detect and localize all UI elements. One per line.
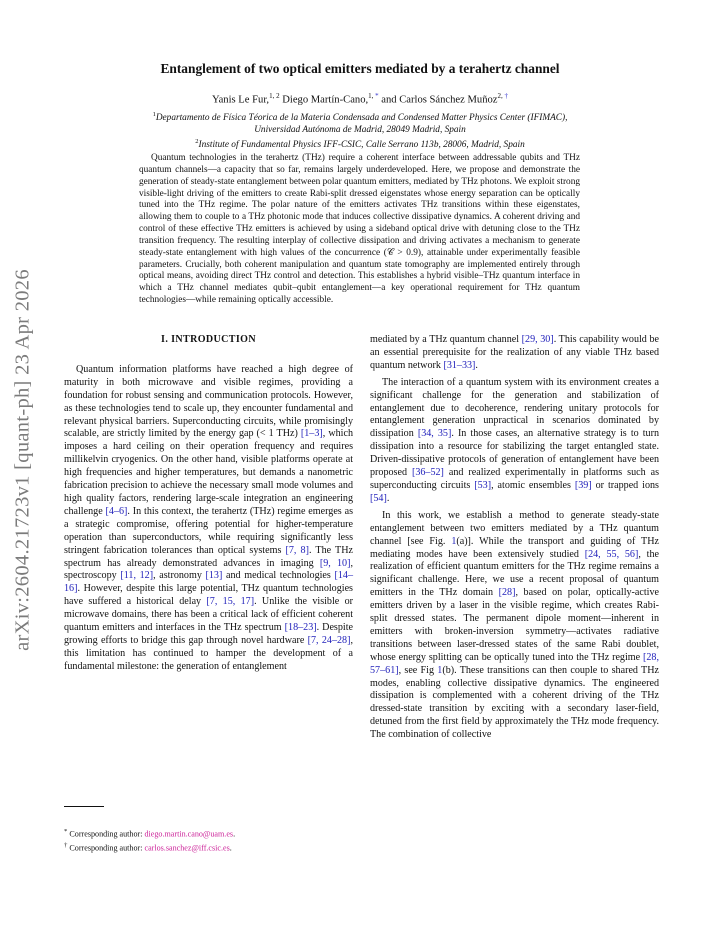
email-link[interactable]: carlos.sanchez@iff.csic.es bbox=[144, 843, 230, 853]
corresponding-link[interactable]: * bbox=[373, 92, 379, 100]
citation-link[interactable]: [28] bbox=[498, 587, 516, 599]
author-affil-mark: 1, 2 bbox=[269, 92, 280, 100]
citation-link[interactable]: [13] bbox=[205, 570, 223, 582]
right-column bbox=[370, 334, 659, 746]
figure-link[interactable]: 1 bbox=[451, 535, 457, 547]
affiliation-line: Universidad Autónoma de Madrid, 28049 Madrid, Spain bbox=[254, 125, 466, 136]
figure-link[interactable]: 1 bbox=[437, 664, 443, 676]
citation-link[interactable]: [31–33] bbox=[443, 359, 476, 371]
citation-link[interactable]: [7, 15, 17] bbox=[206, 596, 255, 608]
paragraph: In this work, we establish a method to generate steady-state entanglement between two emitters mediated by a THz quantum channel [see Fig. 1(a)]. While the transport and guiding of THz mediating modes have been extensively studied [24, 55, 56], the realization of efficient quantum emitters for the THz regime remains a significant challenge. Here, we use a recent proposal of quantum emitters in the THz domain [28], based on polar, optically-active emitters driven by a laser in the visible regime, which creates Rabi-split dressed states. The permanent dipole moment—inherent in emitters with broken-inversion symmetry—activates radiative transitions between laser-dressed states of the same Rabi doublet, whose energy splitting can be optically tuned into the THz regime [28, 57–61], see Fig 1(b). These transitions can then couple to shared THz modes, enabling collective dissipative dynamics. The engineered dissipation is complemented with a coherent driving of the THz dressed-state transition by exciting with a secondary laser-field, detuned from the first field by approximately the THz mode frequency. The combination of collective bbox=[370, 509, 660, 741]
citation-link[interactable]: [7, 8] bbox=[285, 544, 309, 556]
arxiv-identifier: arXiv:2604.21723v1 [quant-ph] 23 Apr 2026 bbox=[11, 269, 34, 651]
citation-link[interactable]: [24, 55, 56] bbox=[584, 548, 639, 560]
arxiv-side-stamp bbox=[0, 240, 46, 680]
author-affil-mark: 2, † bbox=[497, 92, 508, 100]
email-link[interactable]: diego.martin.cano@uam.es bbox=[144, 829, 234, 839]
abstract bbox=[139, 153, 580, 307]
citation-link[interactable]: [54] bbox=[370, 492, 387, 504]
citation-link[interactable]: [14–16] bbox=[64, 570, 353, 595]
citation-link[interactable]: [4–6] bbox=[105, 505, 128, 517]
footnotes bbox=[64, 826, 235, 854]
citation-link[interactable]: [34, 35] bbox=[417, 428, 452, 440]
footnote: * Corresponding author: diego.martin.cano@uam.es. bbox=[64, 828, 236, 839]
citation-link[interactable]: [1–3] bbox=[300, 428, 323, 440]
corresponding-link[interactable]: † bbox=[502, 92, 508, 100]
author-name: Yanis Le Fur, bbox=[212, 94, 270, 106]
citation-link[interactable]: [28, 57–61] bbox=[370, 651, 659, 676]
author-name: and Carlos Sánchez Muñoz bbox=[378, 94, 498, 106]
paragraph: mediated by a THz quantum channel [29, 30]. This capability would be an essential prerequisite for the realization of any viable THz based quantum network [31–33]. bbox=[370, 334, 659, 371]
citation-link[interactable]: [29, 30] bbox=[521, 334, 554, 345]
citation-link[interactable]: [9, 10] bbox=[319, 557, 351, 569]
citation-link[interactable]: [18–23] bbox=[284, 622, 317, 634]
citation-link[interactable]: [36–52] bbox=[411, 467, 444, 479]
paper-title: Entanglement of two optical emitters mediated by a terahertz channel bbox=[160, 61, 560, 76]
citation-link[interactable]: [53] bbox=[474, 479, 492, 491]
citation-link[interactable]: [7, 24–28] bbox=[307, 634, 351, 646]
affiliation-line: Departamento de Física Téorica de la Materia Condensada and Condensed Matter Physics Center (IFIMAC), bbox=[155, 113, 568, 124]
affiliation-line: Institute of Fundamental Physics IFF-CSIC, Calle Serrano 113b, 28006, Madrid, Spain bbox=[198, 140, 525, 151]
footnote-divider bbox=[64, 806, 104, 807]
citation-link[interactable]: [11, 12] bbox=[120, 570, 154, 582]
author-name: Diego Martín-Cano, bbox=[279, 94, 369, 106]
citation-link[interactable]: [39] bbox=[574, 479, 592, 491]
author-affil-mark: 1, * bbox=[368, 92, 379, 100]
footnote: † Corresponding author: carlos.sanchez@iff.csic.es. bbox=[64, 842, 232, 853]
left-column bbox=[64, 334, 353, 678]
author-list bbox=[0, 92, 720, 106]
affiliations: $^1$Departamento de Física Téorica de la Materia Condensada and Condensed Matter Physics Center (IFIMAC), Universidad Autónoma de Madrid, 28049 Madrid, Spain $^2$Institute of Fundamental Physics IFF-CSIC, Calle Serrano 113b, 28006, Madrid, Spain bbox=[60, 109, 660, 151]
abstract-text: Quantum technologies in the terahertz (THz) require a coherent interface between addressable qubits and THz quantum channels—a capacity that so far, remains largely underdeveloped. Here, we propose and demonstrate the generation of steady-state entanglement between polar quantum emitters, mediated by THz photons. We exploit strong visible-light driving of the emitters to create Rabi-split dressed eigenstates whose energy separation can be optically tuned into the THz regime. The polar nature of the emitters activates THz transitions within these eigenstates, allowing them to couple to a THz photonic mode that induces collective dissipative dynamics. A coherent driving and control of these effective THz emitters is achieved by using a sideband optical drive with detuning close to the THz transition frequency. The resulting interplay of collective dissipation and driving activates a mechanism to generate steady-state entanglement with high values of the concurrence (𝒞 > 0.9), attainable under experimentally feasible parameters. Crucially, both coherent manipulation and quantum state tomography are implemented entirely through optical means, avoiding direct THz control and detection. This establishes a hybrid visible–THz quantum interface in which a THz channel mediates qubit–qubit entanglement—a key operational requirement for THz quantum technologies—while remaining optically accessible. bbox=[139, 153, 580, 306]
paragraph: The interaction of a quantum system with its environment creates a significant challenge for the generation and stabilization of entanglement due to decoherence, rendering unitary protocols for entanglement generation unpractical in scenarios dominated by dissipation [34, 35]. In those cases, an alternative strategy is to turn dissipation into a resource for stabilizing the target entangled state. Driven-dissipative protocols of generation of entanglement have been proposed [36–52] and realized experimentally in platforms such as superconducting circuits [53], atomic ensembles [39] or trapped ions [54]. bbox=[370, 376, 660, 504]
paragraph: Quantum information platforms have reached a high degree of maturity in both microwave and visible regimes, providing a foundation for robust sensing and communication protocols. However, as these technologies tend to scale up, they encounter fundamental and relevant physical barriers. Superconducting circuits, while promisingly scalable, are strictly limited by the energy gap (< 1 THz) [1–3], which imposes a hard ceiling on their operation frequency and requires millikelvin cryogenics. On the other hand, visible platforms operate at high frequencies and higher temperatures, but demands a nanometric fabrication precision to achieve the necessary small mode volumes and high quality factors, rendering large-scale integration an engineering challenge [4–6]. In this context, the terahertz (THz) regime emerges as a strategic compromise, offering potential for higher-temperature operation than superconductors, while requiring significantly less stringent fabrication tolerances than optical systems [7, 8]. The THz spectrum has already demonstrated advances in imaging [9, 10], spectroscopy [11, 12], astronomy [13] and medical technologies [14–16]. However, despite this large potential, THz quantum technologies have suffered a historical delay [7, 15, 17]. Unlike the visible or microwave domains, there has been a critical lack of efficient coherent quantum emitters and interfaces in the THz spectrum [18–23]. Despite growing efforts to bridge this gap through novel hardware [7, 24–28], this limitation has continued to hamper the development of a fundamental milestone: the generation of entanglement bbox=[64, 363, 353, 672]
section-heading: I. INTRODUCTION bbox=[161, 334, 256, 345]
